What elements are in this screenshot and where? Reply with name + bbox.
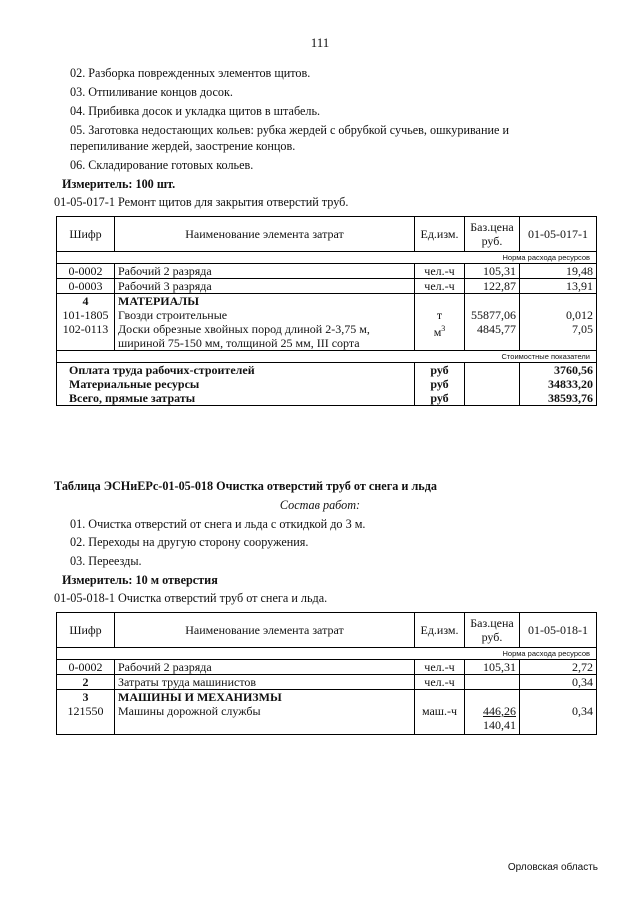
row-name: Гвозди строительные	[115, 308, 415, 322]
row-name: Рабочий 3 разряда	[115, 279, 415, 294]
row-price: 105,31	[465, 660, 520, 675]
row-unit: чел.-ч	[415, 279, 465, 294]
row-name: Рабочий 2 разряда	[115, 660, 415, 675]
row-value: 0,34	[520, 704, 597, 735]
work-item: 05. Заготовка недостающих кольев: рубка жердей с обрубкой сучьев, ошкуривание и	[70, 123, 509, 137]
total-value: 34833,20	[520, 377, 597, 391]
row-unit: чел.-ч	[415, 660, 465, 675]
table-row	[57, 690, 597, 705]
table-row	[57, 322, 597, 351]
row-code: 2	[57, 675, 115, 690]
total-unit: руб	[415, 363, 465, 378]
row-price-line: 446,26	[483, 704, 516, 718]
work-item: 06. Складирование готовых кольев.	[70, 158, 254, 172]
row-code: 0-0003	[57, 279, 115, 294]
cost-caption: Стоимостные показатели	[57, 351, 597, 363]
row-price: 122,87	[465, 279, 520, 294]
row-name: МАШИНЫ И МЕХАНИЗМЫ	[115, 690, 415, 705]
work-item: перепиливание жердей, заострение концов.	[70, 139, 296, 153]
header-price: Баз.цена руб.	[465, 217, 520, 252]
row-code: 0-0002	[57, 660, 115, 675]
total-row	[57, 391, 597, 406]
row-code: 0-0002	[57, 264, 115, 279]
code-line: 01-05-017-1 Ремонт щитов для закрытия отверстий труб.	[54, 195, 349, 209]
row-price: 4845,77	[465, 322, 520, 351]
row-unit: чел.-ч	[415, 264, 465, 279]
page-number: 111	[310, 35, 330, 50]
row-value: 0,34	[520, 675, 597, 690]
header-price: Баз.цена руб.	[465, 613, 520, 648]
work-item: 04. Прибивка досок и укладка щитов в штабель.	[70, 104, 321, 118]
row-code: 4	[57, 294, 115, 309]
row-value: 7,05	[520, 322, 597, 351]
norm-caption: Норма расхода ресурсов	[57, 648, 597, 660]
row-unit: маш.-ч	[415, 704, 465, 735]
row-value: 13,91	[520, 279, 597, 294]
row-price-line: 140,41	[483, 718, 516, 732]
total-unit: руб	[415, 391, 465, 406]
row-name: Затраты труда машинистов	[115, 675, 415, 690]
header-norm: 01-05-018-1	[520, 613, 597, 648]
footer-region: Орловская область	[507, 862, 598, 873]
row-unit	[415, 322, 465, 351]
row-name	[115, 322, 415, 351]
resource-table-1	[56, 216, 597, 406]
row-name: МАТЕРИАЛЫ	[115, 294, 415, 309]
table-row	[57, 279, 597, 294]
row-code: 121550	[57, 704, 115, 735]
work-item: 03. Переезды.	[70, 554, 142, 568]
header-unit: Ед.изм.	[415, 217, 465, 252]
row-code: 3	[57, 690, 115, 705]
header-code: Шифр	[57, 613, 115, 648]
total-value: 3760,56	[520, 363, 597, 378]
row-value: 2,72	[520, 660, 597, 675]
total-row	[57, 363, 597, 378]
row-name-line: Доски обрезные хвойных пород длиной 2-3,75 м,	[118, 322, 370, 336]
row-code: 102-0113	[57, 322, 115, 351]
work-item: 01. Очистка отверстий от снега и льда с откидкой до 3 м.	[70, 517, 366, 531]
header-norm: 01-05-017-1	[520, 217, 597, 252]
unit-sup: 3	[441, 324, 446, 333]
header-name: Наименование элемента затрат	[115, 217, 415, 252]
measure-label: Измеритель: 10 м отверстия	[62, 573, 218, 587]
table-row	[57, 675, 597, 690]
norm-caption: Норма расхода ресурсов	[57, 252, 597, 264]
table-row	[57, 264, 597, 279]
unit-text: м	[433, 325, 442, 339]
row-value: 19,48	[520, 264, 597, 279]
table-row	[57, 308, 597, 322]
code-line: 01-05-018-1 Очистка отверстий труб от снега и льда.	[54, 591, 328, 605]
row-name: Рабочий 2 разряда	[115, 264, 415, 279]
table-title: Таблица ЭСНиЕРс-01-05-018 Очистка отверстий труб от снега и льда	[54, 479, 438, 493]
row-name-line: шириной 75-150 мм, толщиной 25 мм, III сорта	[118, 336, 360, 350]
table-row	[57, 294, 597, 309]
table-row	[57, 704, 597, 735]
total-row	[57, 377, 597, 391]
row-price: 55877,06	[465, 308, 520, 322]
total-name: Всего, прямые затраты	[57, 391, 415, 406]
work-item: 02. Переходы на другую сторону сооружения.	[70, 535, 309, 549]
total-name: Оплата труда рабочих-строителей	[57, 363, 415, 378]
table-row	[57, 660, 597, 675]
total-unit: руб	[415, 377, 465, 391]
resource-table-2	[56, 612, 597, 735]
section-subtitle: Состав работ:	[279, 498, 361, 512]
row-price: 105,31	[465, 264, 520, 279]
header-code: Шифр	[57, 217, 115, 252]
work-item: 02. Разборка поврежденных элементов щитов.	[70, 66, 311, 80]
measure-label: Измеритель: 100 шт.	[62, 177, 176, 191]
header-name: Наименование элемента затрат	[115, 613, 415, 648]
row-name: Машины дорожной службы	[115, 704, 415, 735]
row-code: 101-1805	[57, 308, 115, 322]
row-value: 0,012	[520, 308, 597, 322]
row-price	[465, 675, 520, 690]
total-value: 38593,76	[520, 391, 597, 406]
work-item: 03. Отпиливание концов досок.	[70, 85, 233, 99]
total-name: Материальные ресурсы	[57, 377, 415, 391]
row-unit: чел.-ч	[415, 675, 465, 690]
row-unit: т	[415, 308, 465, 322]
header-unit: Ед.изм.	[415, 613, 465, 648]
row-price	[465, 704, 520, 735]
